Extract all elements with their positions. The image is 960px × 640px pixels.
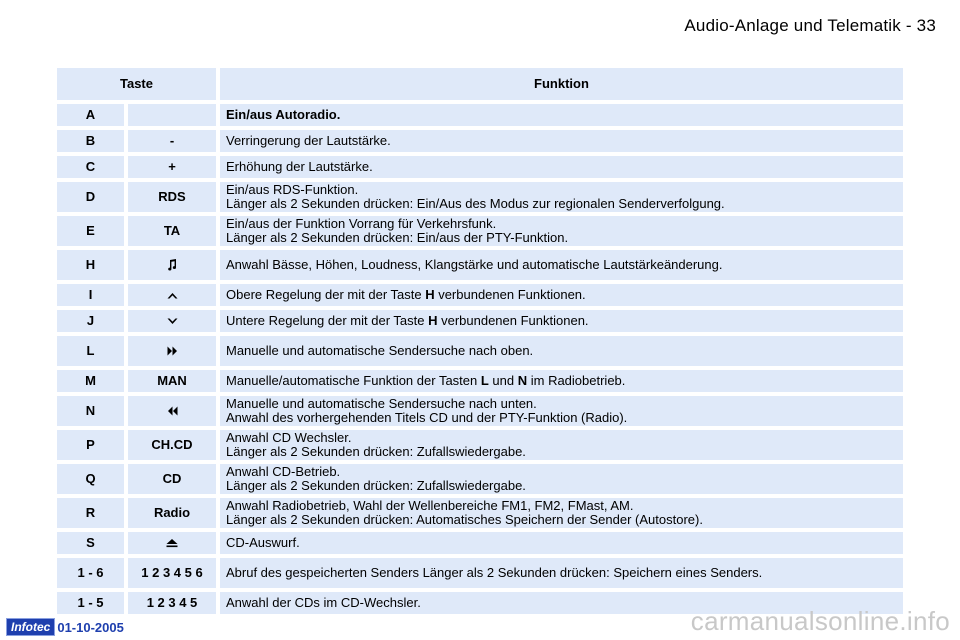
function-text: Anwahl CD-Betrieb. Länger als 2 Sekunden drücken: Zufallswiedergabe.	[226, 464, 526, 493]
key-label: 1 - 6	[57, 558, 124, 588]
table-row	[57, 250, 903, 280]
table-row	[57, 498, 903, 528]
function-text: Anwahl Radiobetrieb, Wahl der Wellenbereiche FM1, FM2, FMast, AM. Länger als 2 Sekunden drücken: Automatisches Speichern der Sender (Autostore).	[226, 498, 703, 527]
button-symbol: 1 2 3 4 5 6	[128, 558, 216, 588]
footer-date: 01-10-2005	[57, 619, 124, 635]
seek-forward-icon	[167, 346, 178, 356]
function-description	[220, 216, 903, 246]
function-description	[220, 310, 903, 332]
function-text: Ein/aus der Funktion Vorrang für Verkehrsfunk. Länger als 2 Sekunden drücken: Ein/aus der PTY-Funktion.	[226, 216, 569, 245]
function-text: Manuelle und automatische Sendersuche nach unten. Anwahl des vorhergehenden Titels CD und der PTY-Funktion (Radio).	[226, 396, 628, 425]
function-description	[220, 336, 903, 366]
arrow-up-icon	[167, 292, 178, 299]
key-label: R	[57, 498, 124, 528]
function-description	[220, 156, 903, 178]
button-symbol: +	[128, 156, 216, 178]
function-text: CD-Auswurf.	[226, 535, 300, 550]
function-description	[220, 430, 903, 460]
music-note-icon	[167, 259, 177, 271]
table-row	[57, 310, 903, 332]
function-text: Manuelle/automatische Funktion der Tasten L und N im Radiobetrieb.	[226, 373, 626, 388]
page-title: Audio-Anlage und Telematik - 33	[684, 16, 936, 35]
function-description	[220, 130, 903, 152]
button-symbol: TA	[128, 216, 216, 246]
function-text: Anwahl CD Wechsler. Länger als 2 Sekunden drücken: Zufallswiedergabe.	[226, 430, 526, 459]
table-row	[57, 370, 903, 392]
function-description	[220, 104, 903, 126]
table-row	[57, 396, 903, 426]
table-row	[57, 464, 903, 494]
key-label: Q	[57, 464, 124, 494]
button-symbol: MAN	[128, 370, 216, 392]
table-row	[57, 104, 903, 126]
key-label: P	[57, 430, 124, 460]
table-row	[57, 336, 903, 366]
button-symbol	[128, 396, 216, 426]
function-text: Verringerung der Lautstärke.	[226, 133, 391, 148]
table-row	[57, 156, 903, 178]
key-label: S	[57, 532, 124, 554]
button-symbol	[128, 310, 216, 332]
function-description	[220, 250, 903, 280]
function-description	[220, 182, 903, 212]
button-symbol: CH.CD	[128, 430, 216, 460]
table-row	[57, 430, 903, 460]
column-header-funktion: Funktion	[220, 68, 903, 100]
table-header-row	[57, 68, 903, 100]
function-text: Ein/aus Autoradio.	[226, 107, 341, 122]
function-text: Untere Regelung der mit der Taste H verbundenen Funktionen.	[226, 313, 589, 328]
table-row	[57, 182, 903, 212]
button-symbol	[128, 336, 216, 366]
function-description	[220, 370, 903, 392]
table-row	[57, 532, 903, 554]
arrow-down-icon	[167, 318, 178, 325]
key-label: E	[57, 216, 124, 246]
key-label: A	[57, 104, 124, 126]
brand-logo: Infotec	[6, 618, 55, 636]
function-text: Manuelle und automatische Sendersuche nach oben.	[226, 343, 534, 358]
table-row	[57, 284, 903, 306]
key-label: 1 - 5	[57, 592, 124, 614]
function-table	[57, 68, 903, 614]
button-symbol	[128, 284, 216, 306]
seek-backward-icon	[167, 406, 178, 416]
table-row	[57, 216, 903, 246]
function-description	[220, 284, 903, 306]
footer	[6, 618, 124, 636]
button-symbol: 1 2 3 4 5	[128, 592, 216, 614]
function-text: Obere Regelung der mit der Taste H verbundenen Funktionen.	[226, 287, 586, 302]
table-row	[57, 130, 903, 152]
key-label: C	[57, 156, 124, 178]
button-symbol: -	[128, 130, 216, 152]
key-label: L	[57, 336, 124, 366]
function-description	[220, 396, 903, 426]
table-row	[57, 558, 903, 588]
function-text: Ein/aus RDS-Funktion. Länger als 2 Sekunden drücken: Ein/Aus des Modus zur regionalen Senderverfolgung.	[226, 182, 725, 211]
watermark: carmanualsonline.info	[690, 606, 950, 636]
eject-icon	[165, 538, 179, 548]
button-symbol: RDS	[128, 182, 216, 212]
button-symbol: Radio	[128, 498, 216, 528]
key-label: D	[57, 182, 124, 212]
key-label: B	[57, 130, 124, 152]
button-symbol: CD	[128, 464, 216, 494]
function-description	[220, 464, 903, 494]
button-symbol	[128, 250, 216, 280]
key-label: H	[57, 250, 124, 280]
key-label: M	[57, 370, 124, 392]
function-text: Erhöhung der Lautstärke.	[226, 159, 373, 174]
function-text: Anwahl der CDs im CD-Wechsler.	[226, 595, 421, 610]
function-description	[220, 498, 903, 528]
function-description	[220, 558, 903, 588]
function-text: Abruf des gespeicherten Senders Länger als 2 Sekunden drücken: Speichern eines Senders.	[226, 565, 763, 580]
key-label: N	[57, 396, 124, 426]
key-label: I	[57, 284, 124, 306]
button-symbol	[128, 532, 216, 554]
column-header-taste: Taste	[57, 68, 216, 100]
function-text: Anwahl Bässe, Höhen, Loudness, Klangstärke und automatische Lautstärkeänderung.	[226, 257, 723, 272]
key-label: J	[57, 310, 124, 332]
function-description	[220, 532, 903, 554]
button-symbol	[128, 104, 216, 126]
